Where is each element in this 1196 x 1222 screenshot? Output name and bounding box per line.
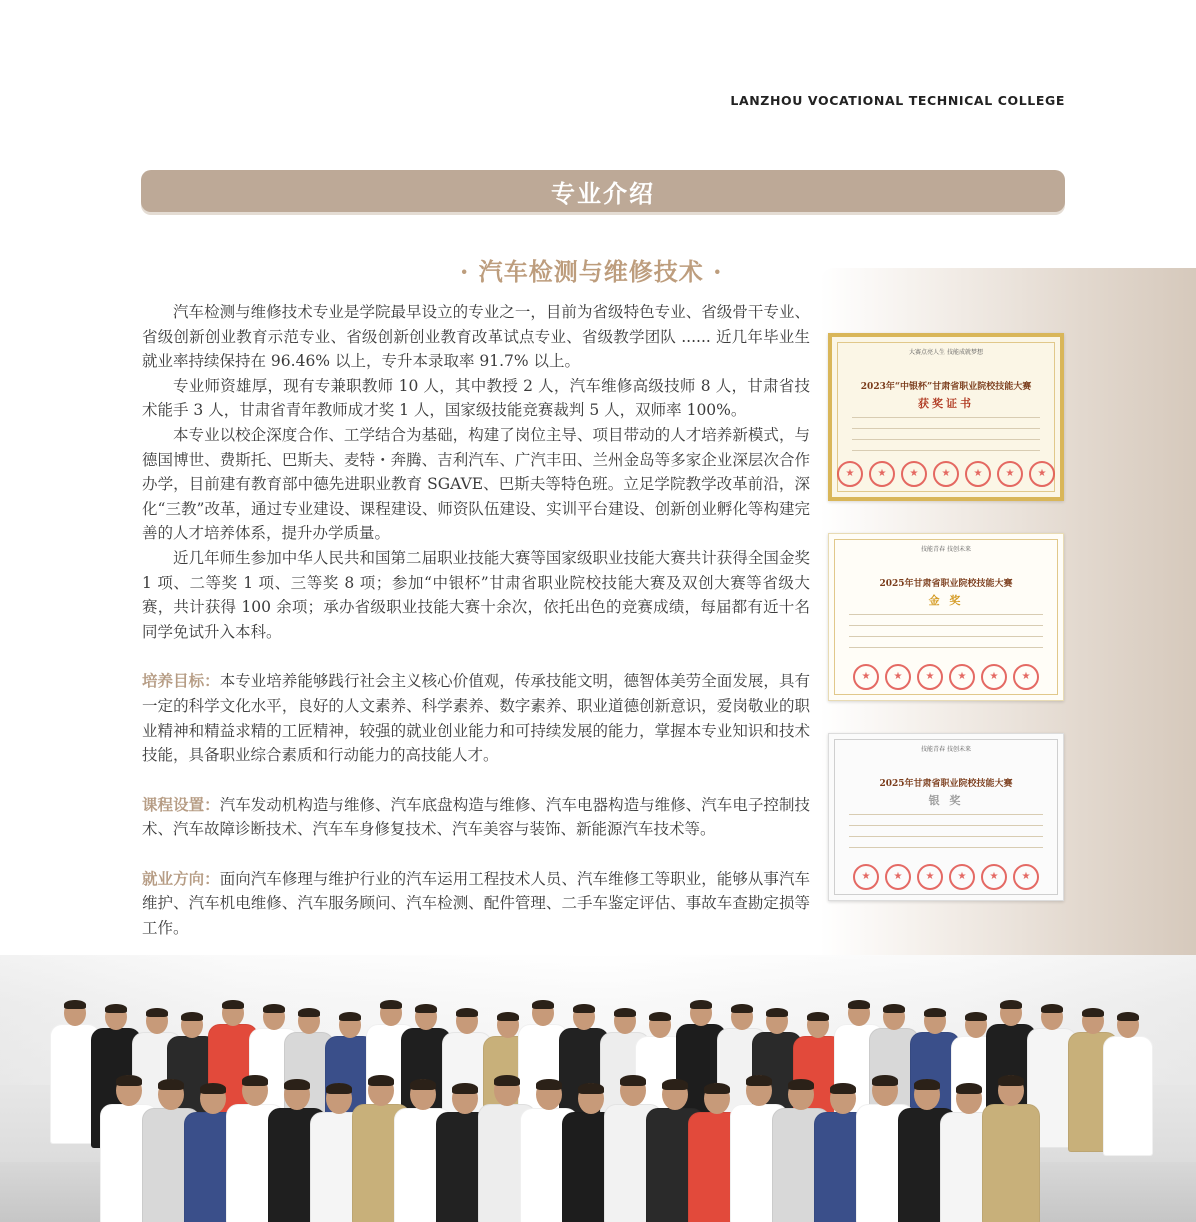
seal-icon: ★: [981, 864, 1007, 890]
paragraph: 近几年师生参加中华人民共和国第二届职业技能大赛等国家级职业技能大赛共计获得全国金奖 1 项、二等奖 1 项、三等奖 8 项；参加“中银杯”甘肃省职业院校技能大赛及双创大赛等省级大赛，共计获得 100 余项；承办省级职业技能大赛十余次，依托出色的竞赛成绩，每届都有近十名同学免试升入本科。: [142, 548, 810, 641]
seal-icon: ★: [885, 664, 911, 690]
certificate-image: [828, 333, 1064, 501]
seal-icon: ★: [901, 461, 927, 487]
seal-icon: ★: [917, 664, 943, 690]
seal-icon: ★: [1013, 864, 1039, 890]
certificate-seals: [829, 664, 1063, 690]
paragraph: 本专业以校企深度合作、工学结合为基础，构建了岗位主导、项目带动的人才培养新模式，与德国博世、费斯托、巴斯夫、麦特・奔腾、吉利汽车、广汽丰田、兰州金岛等多家企业深层次合作办学，目前建有教育部中德先进职业教育 SGAVE、巴斯夫等特色班。立足学院教学改革前沿，深化“三教”改革，通过专业建设、课程建设、师资队伍建设、实训平台建设、创新创业孵化等构建完善的人才培养体系，提升办学质量。: [142, 425, 810, 543]
certificate-image: [828, 533, 1064, 701]
certificate-image: [828, 733, 1064, 901]
section-banner: [141, 170, 1065, 212]
section-label: 就业方向：: [142, 869, 220, 888]
paragraph: 专业师资雄厚，现有专兼职教师 10 人，其中教授 2 人，汽车维修高级技师 8 人，甘肃省技术能手 3 人，甘肃省青年教师成才奖 1 人，国家级技能竞赛裁判 5 人，双师率 100%。: [142, 376, 810, 420]
certificate-award: 银 奖: [928, 794, 964, 807]
certificate-award: 金 奖: [928, 594, 964, 607]
certificate-fields: [852, 417, 1040, 461]
article-body: [142, 300, 810, 941]
seal-icon: ★: [1013, 664, 1039, 690]
section-title: 专业介绍: [551, 178, 655, 208]
certificate-seals: [832, 461, 1060, 487]
seal-icon: ★: [1029, 461, 1055, 487]
section-employment: [142, 867, 810, 941]
paragraph: 汽车检测与维修技术专业是学院最早设立的专业之一，目前为省级特色专业、省级骨干专业、省级创新创业教育示范专业、省级创新创业教育改革试点专业、省级教学团队 ...... 近几年毕业生就业率持续保持在 96.46% 以上，专升本录取率 91.7% 以上。: [142, 303, 810, 371]
seal-icon: ★: [885, 864, 911, 890]
seal-icon: ★: [981, 664, 1007, 690]
seal-icon: ★: [965, 461, 991, 487]
seal-icon: ★: [853, 864, 879, 890]
certificate-fields: [849, 814, 1043, 858]
section-training-goal: [142, 669, 810, 767]
seal-icon: ★: [933, 461, 959, 487]
seal-icon: ★: [837, 461, 863, 487]
section-text: 本专业培养能够践行社会主义核心价值观，传承技能文明，德智体美劳全面发展，具有一定的科学文化水平，良好的人文素养、科学素养、数字素养、职业道德创新意识，爱岗敬业的职业精神和精益求精的工匠精神，较强的就业创业能力和可持续发展的能力，掌握本专业知识和技术技能，具备职业综合素质和行动能力的高技能人才。: [142, 672, 810, 765]
college-name: LANZHOU VOCATIONAL TECHNICAL COLLEGE: [730, 93, 1065, 108]
certificate-title: 2025年甘肃省职业院校技能大赛: [879, 779, 1013, 789]
seal-icon: ★: [917, 864, 943, 890]
certificate-slogan: 技能青春 技创未来: [921, 546, 971, 553]
section-label: 培养目标：: [142, 672, 220, 691]
major-title: · 汽车检测与维修技术 ·: [460, 257, 723, 286]
section-text: 面向汽车修理与维护行业的汽车运用工程技术人员、汽车维修工等职业，能够从事汽车维护、汽车机电维修、汽车服务顾问、汽车检测、配件管理、二手车鉴定评估、事故车查勘定损等工作。: [142, 869, 810, 938]
section-text: 汽车发动机构造与维修、汽车底盘构造与维修、汽车电器构造与维修、汽车电子控制技术、汽车故障诊断技术、汽车车身修复技术、汽车美容与装饰、新能源汽车技术等。: [142, 795, 810, 839]
seal-icon: ★: [949, 664, 975, 690]
seal-icon: ★: [997, 461, 1023, 487]
section-label: 课程设置：: [142, 795, 220, 814]
section-curriculum: [142, 793, 810, 842]
seal-icon: ★: [949, 864, 975, 890]
certificate-slogan: 大赛点亮人生 技能成就梦想: [909, 349, 983, 356]
certificate-fields: [849, 614, 1043, 658]
certificate-title: 2025年甘肃省职业院校技能大赛: [879, 579, 1013, 589]
certificate-title: 2023年“中银杯”甘肃省职业院校技能大赛: [860, 382, 1032, 392]
seal-icon: ★: [869, 461, 895, 487]
certificate-award: 获奖证书: [918, 397, 974, 410]
certificate-slogan: 技能青春 技创未来: [921, 746, 971, 753]
certificate-seals: [829, 864, 1063, 890]
seal-icon: ★: [853, 664, 879, 690]
group-photo: [0, 955, 1196, 1222]
